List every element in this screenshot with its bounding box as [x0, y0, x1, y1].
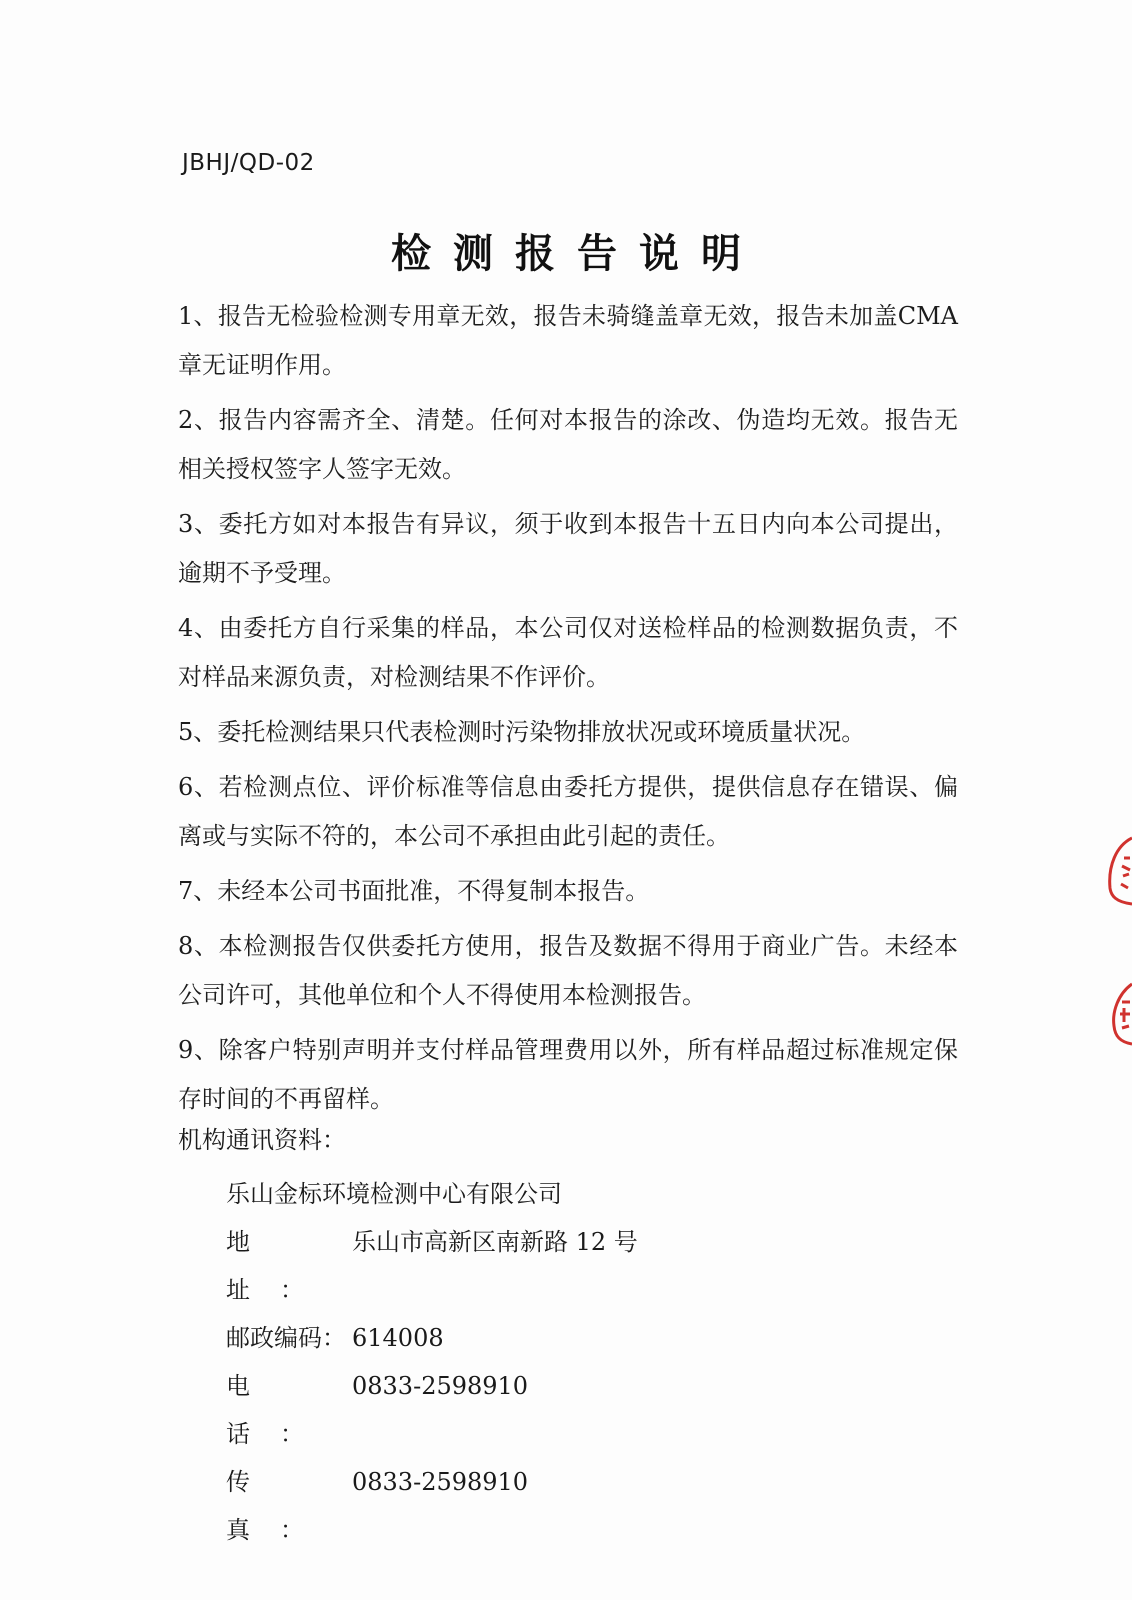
document-code: JBHJ/QD-02: [182, 150, 315, 176]
note-item-6: 6、若检测点位、评价标准等信息由委托方提供，提供信息存在错误、偏离或与实际不符的，本公司不承担由此引起的责任。: [178, 773, 958, 850]
phone-value: 0833-2598910: [352, 1372, 529, 1400]
notes-list: [178, 292, 958, 1130]
contact-postcode-row: [226, 1314, 926, 1362]
note-item-4: 4、由委托方自行采集的样品，本公司仅对送检样品的检测数据负责，不对样品来源负责，对检测结果不作评价。: [178, 614, 958, 691]
note-item-2: 2、报告内容需齐全、清楚。任何对本报告的涂改、伪造均无效。报告无相关授权签字人签字无效。: [178, 406, 958, 483]
contact-company: 乐山金标环境检测中心有限公司: [226, 1180, 562, 1208]
contact-heading: 机构通讯资料：: [178, 1126, 346, 1154]
note-item-5: 5、委托检测结果只代表检测时污染物排放状况或环境质量状况。: [178, 718, 866, 746]
note-item-3: 3、委托方如对本报告有异议，须于收到本报告十五日内向本公司提出，逾期不予受理。: [178, 510, 958, 587]
fax-value: 0833-2598910: [352, 1468, 529, 1496]
note-item-1: 1、报告无检验检测专用章无效，报告未骑缝盖章无效，报告未加盖CMA 章无证明作用。: [178, 302, 958, 379]
seal-fragment-icon: [1102, 982, 1132, 1046]
note-item-8: 8、本检测报告仅供委托方使用，报告及数据不得用于商业广告。未经本公司许可，其他单位和个人不得使用本检测报告。: [178, 932, 958, 1009]
document-title: 检测报告说明: [391, 231, 763, 277]
seal-fragment-icon: [1102, 836, 1132, 906]
contact-address-row: [226, 1218, 926, 1314]
address-value: 乐山市高新区南新路 12 号: [352, 1228, 638, 1256]
contact-fax-row: [226, 1458, 926, 1554]
contact-phone-row: [226, 1362, 926, 1458]
phone-label: 电话：: [226, 1372, 334, 1448]
address-label: 地址：: [226, 1228, 334, 1304]
note-item-9: 9、除客户特别声明并支付样品管理费用以外，所有样品超过标准规定保存时间的不再留样。: [178, 1036, 958, 1113]
fax-label: 传真：: [226, 1468, 334, 1544]
postcode-label: 邮政编码：: [226, 1324, 346, 1352]
contact-section: [178, 1124, 878, 1554]
note-item-7: 7、未经本公司书面批准，不得复制本报告。: [178, 877, 650, 905]
postcode-value: 614008: [352, 1324, 444, 1352]
